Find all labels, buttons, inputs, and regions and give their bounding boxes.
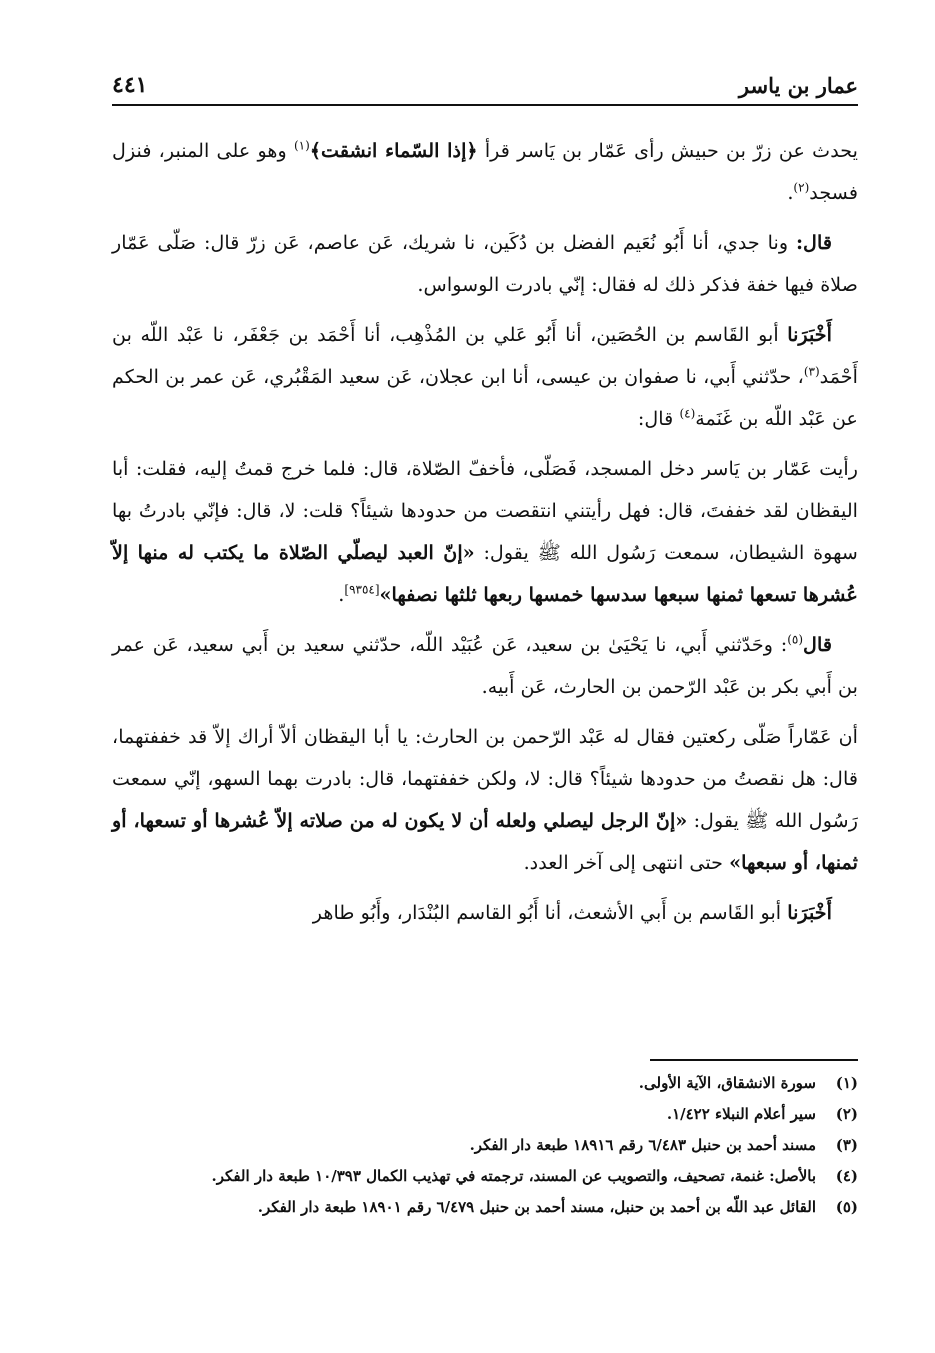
- footnote-number: (٤): [835, 1167, 858, 1185]
- narration-lead: أَخْبَرَنا: [787, 901, 832, 924]
- footnote-marker: (٤): [679, 406, 696, 421]
- footnote-text: القائل عبد اللّه بن أحمد بن حنبل، مسند أحمد بن حنبل ٦/٤٧٩ رقم ١٨٩٠١ طبعة دار الفكر.: [257, 1198, 816, 1216]
- paragraph-text: .: [787, 181, 794, 204]
- footnote-marker: (٣): [803, 364, 820, 379]
- footnote-number: (٢): [835, 1105, 858, 1123]
- main-text: [112, 130, 858, 942]
- paragraph-text: يحدث عن زرّ بن حبيش رأى عَمّار بن يَاسر قرأ: [477, 139, 858, 162]
- paragraph-4: [112, 448, 858, 616]
- paragraph-2: [112, 222, 858, 306]
- footnote-text: سير أعلام النبلاء ١/٤٢٢.: [666, 1105, 816, 1123]
- hadith-quote: «إنّ الرجل ليصلي ولعله أن لا يكون له من صلاته إلاّ عُشرها أو تسعها، أو ثمنها، أو سبعها»: [112, 809, 858, 874]
- footnote-divider: [650, 1059, 858, 1061]
- paragraph-text: رأيت عَمّار بن يَاسر دخل المسجد، فَصَلّى، فأخفّ الصّلاة، قال: فلما خرج قمتُ إليه، فقلت: أبا اليقظان لقد خففتَ، قال: فهل رأيتني انتقصت من حدودها شيئاً؟ قلت: لا، قال: فإنّي بادرتُ بها سهوة الشيطان، سمعت رَسُول الله ﷺ يقول:: [112, 457, 859, 564]
- paragraph-1: [112, 130, 858, 214]
- paragraph-text: .: [338, 583, 345, 606]
- narration-lead: قال:: [795, 231, 832, 254]
- paragraph-6: [112, 716, 858, 884]
- footnote-marker: (٥): [787, 632, 804, 647]
- page-number: ٤٤١: [112, 72, 148, 98]
- footnote-item: [112, 1192, 858, 1223]
- paragraph-text: ونا جدي، أنا أَبُو نُعَيم الفضل بن دُكَين، نا شريك، عَن عاصم، عَن زرّ قال: صَلّى عَمّار صلاة فيها خفة فذكر ذلك له فقال: إنّي بادرت الوسواس.: [112, 231, 858, 296]
- footnote-marker: (٢): [793, 180, 810, 195]
- footnote-number: (٣): [835, 1136, 858, 1154]
- footnote-item: [112, 1161, 858, 1192]
- header-divider: [112, 104, 858, 106]
- narration-lead: قال: [803, 633, 832, 656]
- footnote-text: بالأصل: غنمة، تصحيف، والتصويب عن المسند، ترجمته في تهذيب الكمال ١٠/٣٩٣ طبعة دار الفكر.: [211, 1167, 816, 1185]
- paragraph-5: [112, 624, 858, 708]
- footnote-item: [112, 1099, 858, 1130]
- page-header: [112, 58, 858, 98]
- paragraph-text: أبو القَاسم بن أَبي الأشعث، أنا أَبُو القاسم البُنْدَار، وأَبُو طاهر: [312, 901, 788, 924]
- running-title: عمار بن ياسر: [738, 73, 858, 98]
- footnote-text: مسند أحمد بن حنبل ٦/٤٨٣ رقم ١٨٩١٦ طبعة دار الفكر.: [469, 1136, 816, 1154]
- footnote-number: (٥): [835, 1198, 858, 1216]
- quran-verse: ﴿إذا السّماء انشقت﴾: [309, 139, 478, 162]
- paragraph-7: [112, 892, 858, 934]
- paragraph-text: وهو على المنبر، فنزل فسجد: [112, 139, 858, 204]
- footnote-marker: (١): [293, 138, 310, 153]
- footnote-text: سورة الانشقاق، الآية الأولى.: [638, 1074, 816, 1092]
- hadith-number: [٩٣٥٤]: [344, 582, 380, 597]
- paragraph-3: [112, 314, 858, 440]
- paragraph-text: : وحَدّثني أَبي، نا يَحْيَىٰ بن سعيد، عَن عُبَيْد اللّه، حدّثني سعيد بن أَبي سعيد، عَن عمر بن أَبي بكر بن عَبْد الرّحمن بن الحارث، عَن أَبيه.: [112, 633, 858, 698]
- footnote-number: (١): [835, 1074, 858, 1092]
- paragraph-text: حتى انتهى إلى آخر العدد.: [523, 851, 730, 874]
- paragraph-text: أبو القَاسم بن الحُصَين، أنا أَبُو عَلي بن المُذْهِب، أنا أَحْمَد بن جَعْفَر، نا عَبْد اللّه بن أَحْمَد: [112, 323, 858, 388]
- paragraph-text: ، حدّثني أَبي، نا صفوان بن عيسى، أنا ابن عجلان، عَن سعيد المَقْبُري، عَن عمر بن الحكم عن عَبْد اللّه بن غَنَمة: [112, 365, 858, 430]
- footnotes: [112, 1068, 858, 1223]
- paragraph-text: قال:: [637, 407, 680, 430]
- footnote-item: [112, 1130, 858, 1161]
- narration-lead: أَخْبَرَنا: [787, 323, 832, 346]
- footnote-item: [112, 1068, 858, 1099]
- hadith-quote: «إنّ العبد ليصلّي الصّلاة ما يكتب له منها إلاّ عُشرها تسعها ثمنها سبعها سدسها خمسها ربعها ثلثها نصفها»: [112, 541, 858, 606]
- paragraph-text: أن عَمّاراً صَلّى ركعتين فقال له عَبْد الرّحمن بن الحارث: يا أبا اليقظان ألاّ أراك إلاّ قد خففتهما، قال: هل نقصتُ من حدودها شيئاً؟ قال: لا، ولكن خففتهما، قال: بادرت بهما السهو، إنّي سمعت رَسُول الله ﷺ يقول:: [112, 725, 859, 832]
